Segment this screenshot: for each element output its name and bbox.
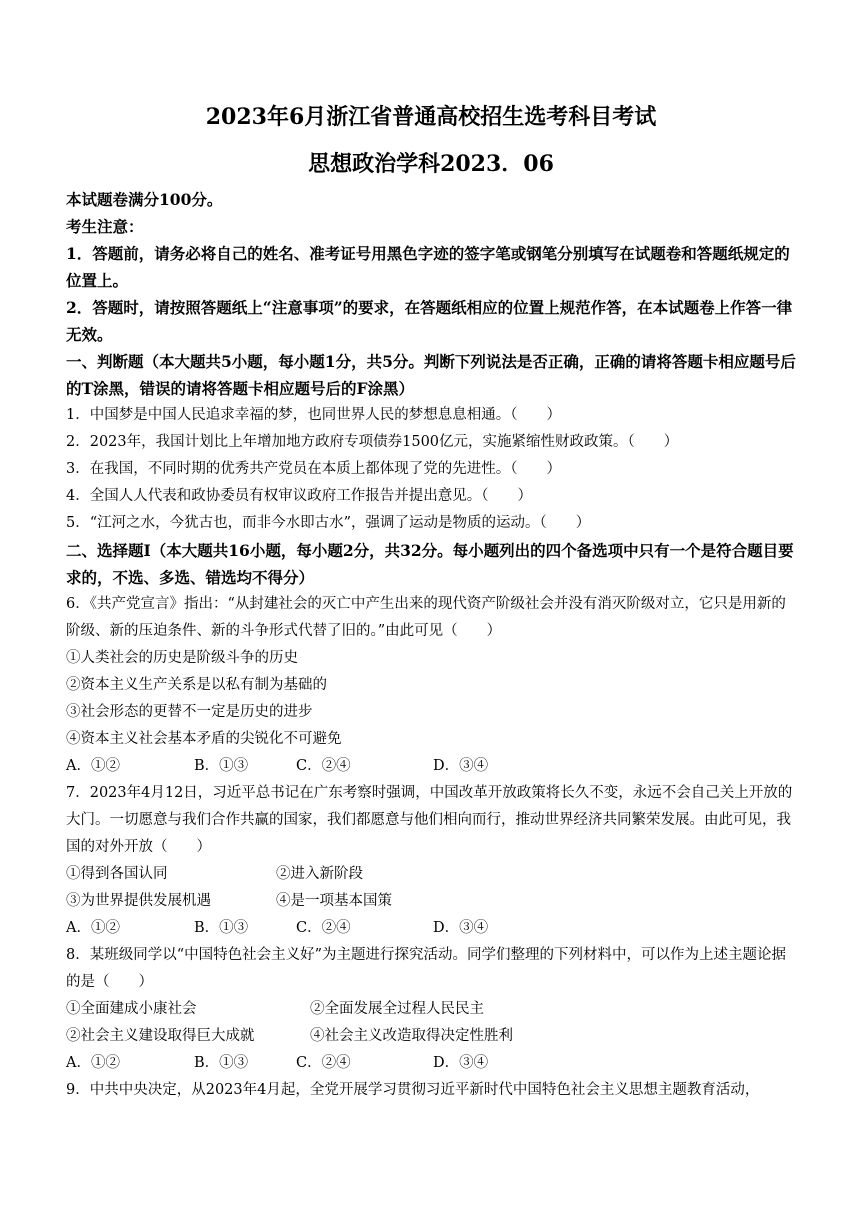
exam-title: 2023年6月浙江省普通高校招生选考科目考试	[205, 104, 657, 130]
section-1-heading: 一、判断题（本大题共5小题，每小题1分，共5分。判断下列说法是否正确，正确的请将答题卡相应题号后的T涂黑，错误的请将答题卡相应题号后的F涂黑）	[66, 352, 796, 398]
question-8-statements-row-1	[66, 996, 796, 1023]
option-a: A．①②	[66, 1055, 120, 1071]
option-d: D．③④	[433, 758, 489, 774]
question-7-statements-row-2	[66, 888, 796, 915]
question-6-stem: 6．《共产党宣言》指出：“从封建社会的灭亡中产生出来的现代资产阶级社会并没有消灭阶级对立，它只是用新的阶级、新的压迫条件、新的斗争形式代替了旧的。”由此可见（ ）	[66, 596, 786, 639]
judgment-item-2: 2．2023年，我国计划比上年增加地方政府专项债券1500亿元，实施紧缩性财政政策。（ ）	[66, 434, 679, 450]
option-d: D．③④	[433, 920, 489, 936]
question-9-stem: 9．中共中央决定，从2023年4月起，全党开展学习贯彻习近平新时代中国特色社会主义思想主题教育活动，	[66, 1082, 760, 1098]
option-b: B．①③	[194, 758, 249, 774]
question-8-statement-4: ④社会主义改造取得决定性胜利	[310, 1028, 513, 1044]
question-8-statement-3: ②社会主义建设取得巨大成就	[66, 1028, 255, 1044]
question-7-statement-1: ①得到各国认同	[66, 866, 168, 882]
option-c: C．②④	[296, 920, 351, 936]
question-8-options	[66, 1050, 796, 1077]
exam-subtitle: 思想政治学科2023．06	[308, 151, 554, 177]
judgment-item-4: 4．全国人人代表和政协委员有权审议政府工作报告并提出意见。（ ）	[66, 488, 532, 504]
question-7-statement-4: ④是一项基本国策	[276, 893, 392, 909]
exam-body	[66, 186, 796, 1104]
judgment-item-3: 3．在我国，不同时期的优秀共产党员在本质上都体现了党的先进性。（ ）	[66, 461, 561, 477]
question-7-statement-2: ②进入新阶段	[276, 866, 363, 882]
question-6-statement-3: ③社会形态的更替不一定是历史的进步	[66, 704, 313, 720]
option-b: B．①③	[194, 920, 249, 936]
question-8-statement-1: ①全面建成小康社会	[66, 1001, 197, 1017]
question-8-statement-2: ②全面发展全过程人民民主	[310, 1001, 484, 1017]
question-7-stem: 7．2023年4月12日，习近平总书记在广东考察时强调，中国改革开放政策将长久不变，永远不会自己关上开放的大门。一切愿意与我们合作共赢的国家，我们都愿意与他们相向而行，推动世界经济共同繁荣发展。由此可见，我国的对外开放（ ）	[66, 785, 793, 855]
option-a: A．①②	[66, 758, 120, 774]
notice-item-1: 1．答题前，请务必将自己的姓名、准考证号用黑色字迹的签字笔或钢笔分别填写在试题卷和答题纸规定的位置上。	[66, 244, 790, 290]
question-6-options	[66, 753, 796, 780]
question-7-options	[66, 915, 796, 942]
question-6-statement-1: ①人类社会的历史是阶级斗争的历史	[66, 650, 298, 666]
judgment-item-1: 1．中国梦是中国人民追求幸福的梦，也同世界人民的梦想息息相通。（ ）	[66, 407, 561, 423]
option-d: D．③④	[433, 1055, 489, 1071]
option-c: C．②④	[296, 1055, 351, 1071]
question-6-statement-4: ④资本主义社会基本矛盾的尖锐化不可避免	[66, 731, 342, 747]
option-a: A．①②	[66, 920, 120, 936]
option-b: B．①③	[194, 1055, 249, 1071]
option-c: C．②④	[296, 758, 351, 774]
question-8-statements-row-2	[66, 1023, 796, 1050]
score-note: 本试题卷满分100分。	[66, 190, 223, 209]
question-8-stem: 8．某班级同学以“中国特色社会主义好”为主题进行探究活动。同学们整理的下列材料中，可以作为上述主题论据的是（ ）	[66, 947, 787, 990]
section-2-heading: 二、选择题Ⅰ（本大题共16小题，每小题2分，共32分。每小题列出的四个备选项中只有一个是符合题目要求的，不选、多选、错选均不得分）	[66, 541, 794, 587]
notice-item-2: 2．答题时，请按照答题纸上“注意事项”的要求，在答题纸相应的位置上规范作答，在本试题卷上作答一律无效。	[66, 298, 793, 344]
question-7-statements-row-1	[66, 861, 796, 888]
question-7-statement-3: ③为世界提供发展机遇	[66, 893, 211, 909]
question-6-statement-2: ②资本主义生产关系是以私有制为基础的	[66, 677, 327, 693]
judgment-item-5: 5．“江河之水，今犹古也，而非今水即古水”，强调了运动是物质的运动。（ ）	[66, 515, 591, 531]
notice-title: 考生注意：	[66, 217, 144, 236]
